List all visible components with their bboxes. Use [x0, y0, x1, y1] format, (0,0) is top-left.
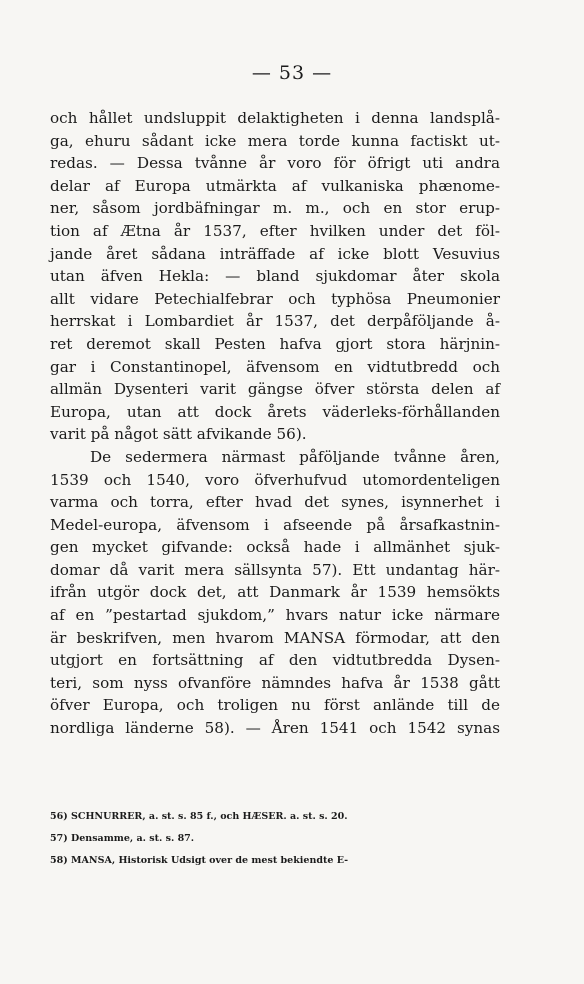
text-line: herrskat i Lombardiet år 1537, det derpåföljande å-: [50, 312, 500, 331]
text-line: varma och torra, efter hvad det synes, isynnerhet i: [50, 493, 500, 512]
text-line: ifrån utgör dock det, att Danmark år 1539 hemsökts: [50, 583, 500, 602]
text-line: allmän Dysenteri varit gängse öfver största delen af: [50, 380, 500, 399]
text-line: utan äfven Hekla: — bland sjukdomar åter skola: [50, 267, 500, 286]
text-line: utgjort en fortsättning af den vidtutbredda Dysen-: [50, 651, 500, 670]
text-line: och hållet undsluppit delaktigheten i denna landsplå-: [50, 109, 500, 127]
text-line: af en ”pestartad sjukdom,” hvars natur icke närmare: [50, 606, 500, 625]
text-line: jande året sådana inträffade af icke blott Vesuvius: [50, 244, 500, 263]
text-line: gen mycket gifvande: också hade i allmänhet sjuk-: [50, 538, 500, 557]
text-line: öfver Europa, och troligen nu först anlände till de: [50, 696, 500, 715]
page-number: — 53 —: [251, 62, 333, 84]
body-text: [50, 107, 500, 740]
footnote-57: 57) Densamme, a. st. s. 87.: [50, 833, 195, 844]
text-line: ga, ehuru sådant icke mera torde kunna factiskt ut-: [50, 131, 500, 150]
text-line: 1539 och 1540, voro öfverhufvud utomordenteligen: [50, 470, 500, 489]
text-line: Europa, utan att dock årets väderleks-förhållanden: [50, 402, 500, 421]
footnote-58: 58) MANSA, Historisk Udsigt over de mest bekiendte E-: [50, 855, 349, 866]
text-line: gar i Constantinopel, äfvensom en vidtutbredd och: [50, 357, 500, 376]
text-line: redas. — Dessa tvånne år voro för öfrigt uti andra: [50, 154, 500, 173]
text-line: allt vidare Petechialfebrar och typhösa Pneumonier: [50, 289, 500, 308]
footnote-56: 56) SCHNURRER, a. st. s. 85 f., och HÆSER. a. st. s. 20.: [50, 811, 348, 822]
text-line: domar då varit mera sällsynta 57). Ett undantag här-: [50, 560, 500, 579]
text-line: nordliga länderne 58). — Åren 1541 och 1542 synas: [50, 719, 500, 738]
text-line: teri, som nyss ofvanföre nämndes hafva år 1538 gått: [50, 673, 500, 692]
text-line: är beskrifven, men hvarom MANSA förmodar, att den: [50, 628, 500, 647]
text-line: delar af Europa utmärkta af vulkaniska phænome-: [50, 176, 500, 195]
text-line: ner, såsom jordbäfningar m. m., och en stor erup-: [50, 199, 500, 218]
text-line: varit på något sätt afvikande 56).: [50, 425, 307, 444]
text-line: ret deremot skall Pesten hafva gjort stora härjnin-: [50, 334, 500, 353]
footnotes: [50, 806, 500, 872]
text-line: Medel-europa, äfvensom i afseende på årsafkastnin-: [50, 515, 500, 534]
text-line: tion af Ætna år 1537, efter hvilken under det föl-: [50, 221, 500, 240]
text-line: De sedermera närmast påföljande tvånne åren,: [90, 447, 500, 466]
